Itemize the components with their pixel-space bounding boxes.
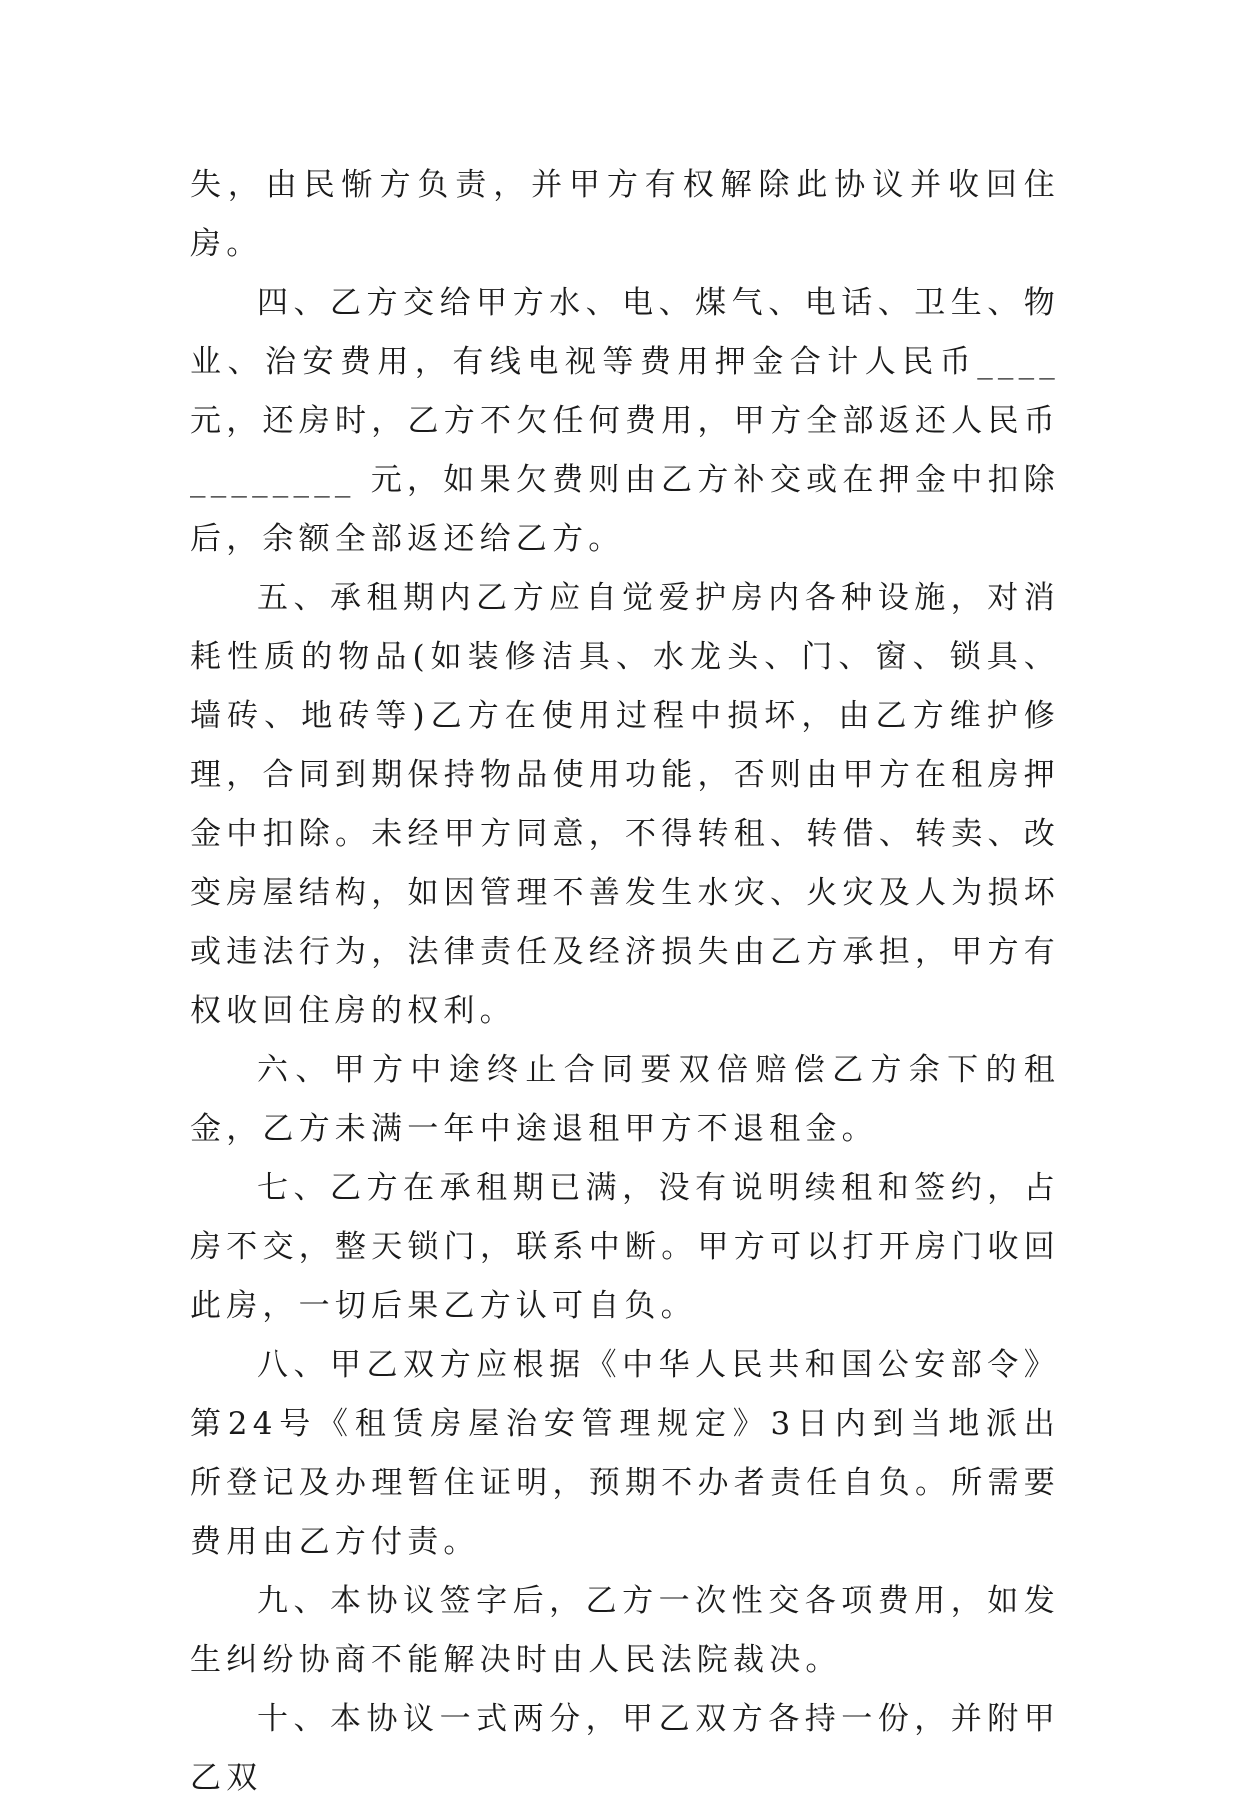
paragraph-clause-6: 六、甲方中途终止合同要双倍赔偿乙方余下的租金，乙方未满一年中途退租甲方不退租金。	[190, 1052, 1060, 1147]
paragraph-clause-10: 十、本协议一式两分，甲乙双方各持一份，并附甲乙双	[190, 1701, 1060, 1796]
paragraph-clause-8: 八、甲乙双方应根据《中华人民共和国公安部令》第24号《租赁房屋治安管理规定》3日内到当地派出所登记及办理暂住证明，预期不办者责任自负。所需要费用由乙方付责。	[190, 1347, 1060, 1560]
paragraph-clause-7: 七、乙方在承租期已满，没有说明续租和签约，占房不交，整天锁门，联系中断。甲方可以打开房门收回此房，一切后果乙方认可自负。	[190, 1170, 1060, 1324]
paragraph-clause-9: 九、本协议签字后，乙方一次性交各项费用，如发生纠纷协商不能解决时由人民法院裁决。	[190, 1583, 1060, 1678]
document-body	[190, 156, 1060, 1808]
paragraph-clause-4: 四、乙方交给甲方水、电、煤气、电话、卫生、物业、治安费用，有线电视等费用押金合计人民币____ 元，还房时，乙方不欠任何费用，甲方全部返还人民币________ 元，如果欠费则由乙方补交或在押金中扣除后，余额全部返还给乙方。	[190, 285, 1060, 557]
paragraph-continuation: 失，由民惭方负责，并甲方有权解除此协议并收回住房。	[190, 167, 1060, 262]
paragraph-clause-5: 五、承租期内乙方应自觉爱护房内各种设施，对消耗性质的物品(如装修洁具、水龙头、门、窗、锁具、墙砖、地砖等)乙方在使用过程中损坏，由乙方维护修理，合同到期保持物品使用功能，否则由甲方在租房押金中扣除。未经甲方同意，不得转租、转借、转卖、改变房屋结构，如因管理不善发生水灾、火灾及人为损坏或违法行为，法律责任及经济损失由乙方承担，甲方有权收回住房的权利。	[190, 580, 1060, 1029]
